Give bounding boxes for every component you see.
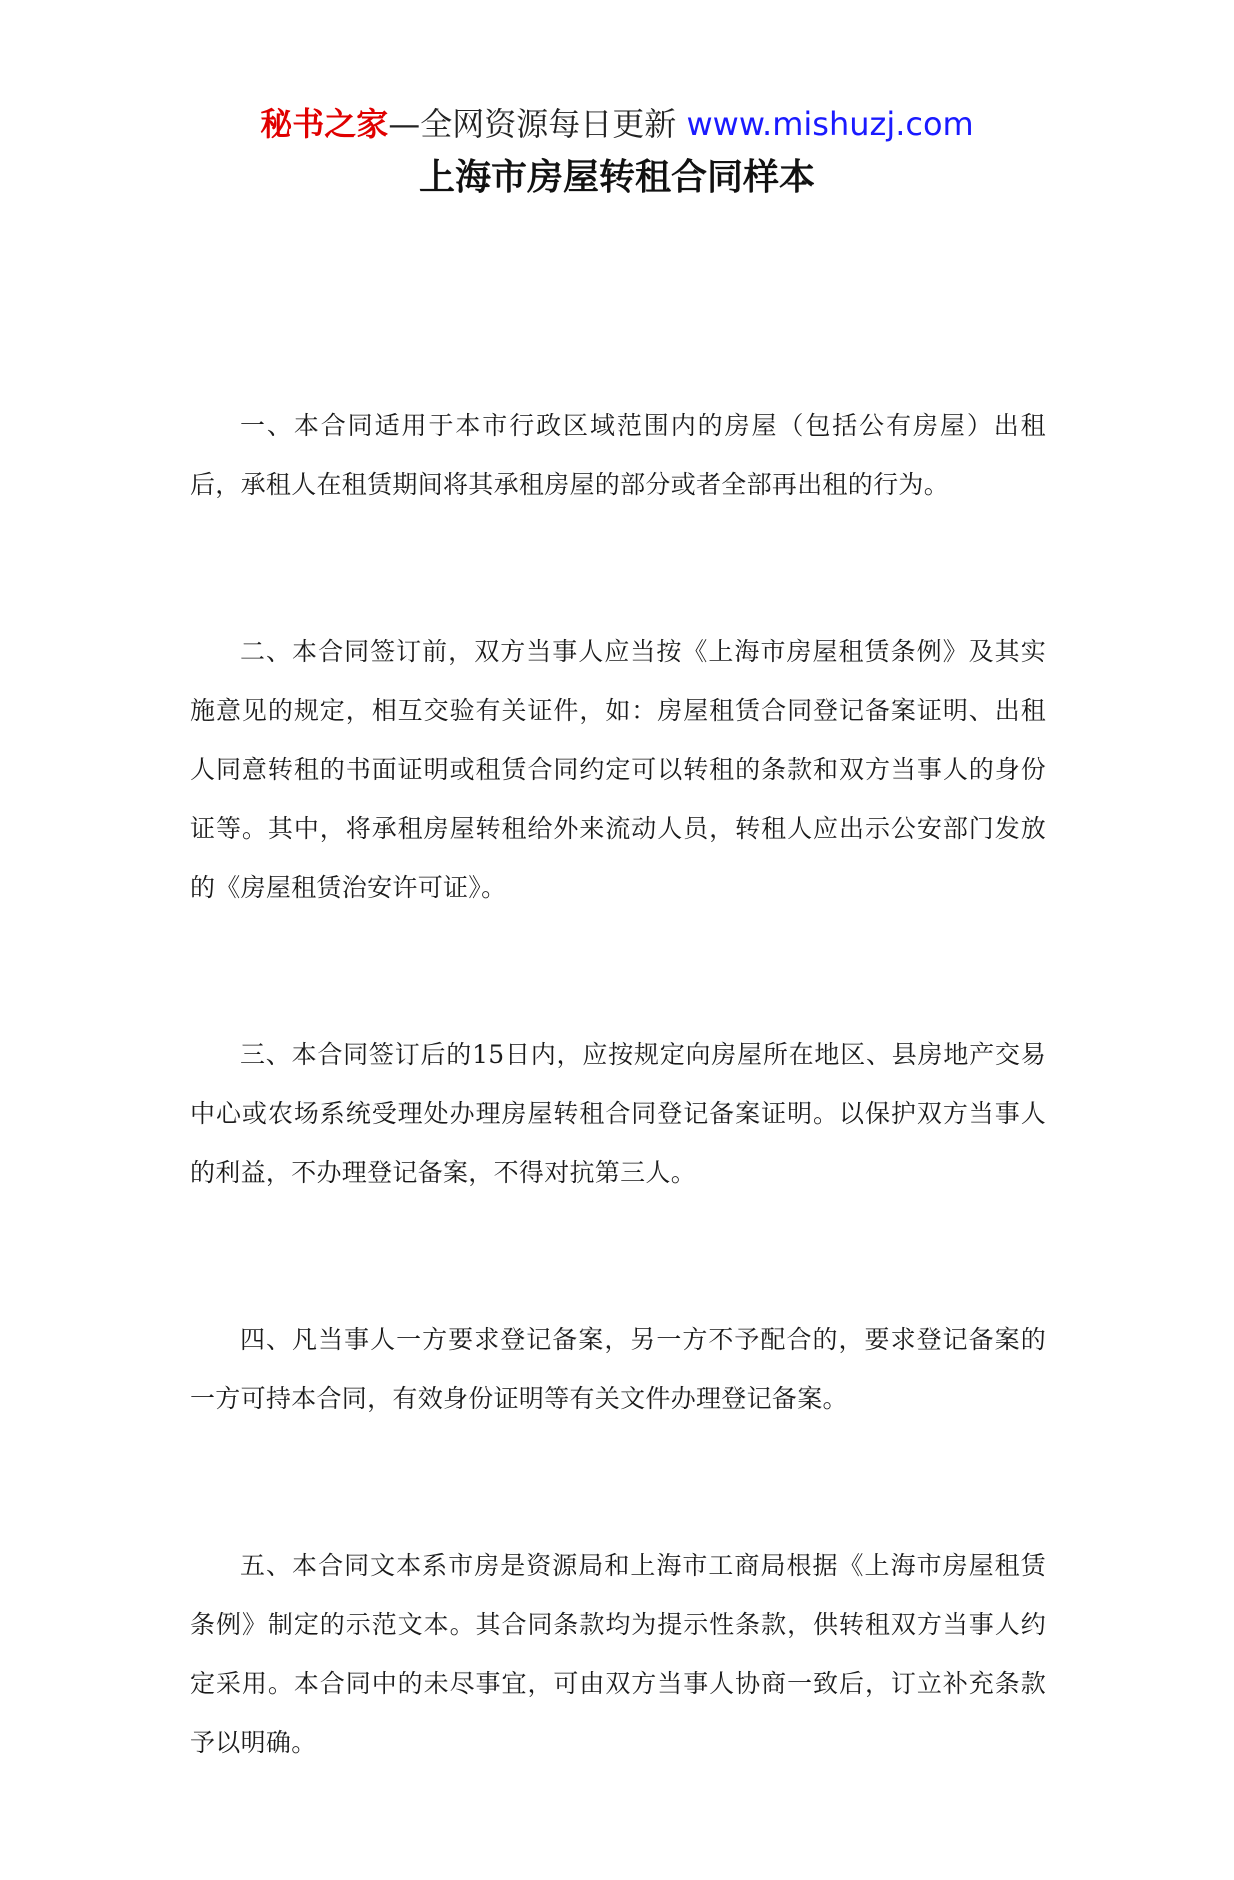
- brand-name: 秘书之家: [260, 105, 389, 143]
- site-link[interactable]: www.mishuzj.com: [686, 105, 974, 143]
- document-body: [190, 396, 1046, 1880]
- clause-4: 四、凡当事人一方要求登记备案，另一方不予配合的，要求登记备案的一方可持本合同，有效身份证明等有关文件办理登记备案。: [190, 1325, 1046, 1413]
- clause-3: 三、本合同签订后的15日内，应按规定向房屋所在地区、县房地产交易中心或农场系统受理处办理房屋转租合同登记备案证明。以保护双方当事人的利益，不办理登记备案，不得对抗第三人。: [190, 1040, 1046, 1187]
- banner-slogan: —全网资源每日更新: [388, 105, 677, 143]
- site-banner: [0, 100, 1234, 148]
- document-title: 上海市房屋转租合同样本: [418, 157, 815, 198]
- clause-2: 二、本合同签订前，双方当事人应当按《上海市房屋租赁条例》及其实施意见的规定，相互交验有关证件，如：房屋租赁合同登记备案证明、出租人同意转租的书面证明或租赁合同约定可以转租的条款和双方当事人的身份证等。其中，将承租房屋转租给外来流动人员，转租人应出示公安部门发放的《房屋租赁治安许可证》。: [190, 637, 1046, 902]
- clause-5: 五、本合同文本系市房是资源局和上海市工商局根据《上海市房屋租赁条例》制定的示范文本。其合同条款均为提示性条款，供转租双方当事人约定采用。本合同中的未尽事宜，可由双方当事人协商一致后，订立补充条款予以明确。: [190, 1551, 1046, 1757]
- clause-1: 一、本合同适用于本市行政区域范围内的房屋（包括公有房屋）出租后，承租人在租赁期间将其承租房屋的部分或者全部再出租的行为。: [190, 411, 1046, 499]
